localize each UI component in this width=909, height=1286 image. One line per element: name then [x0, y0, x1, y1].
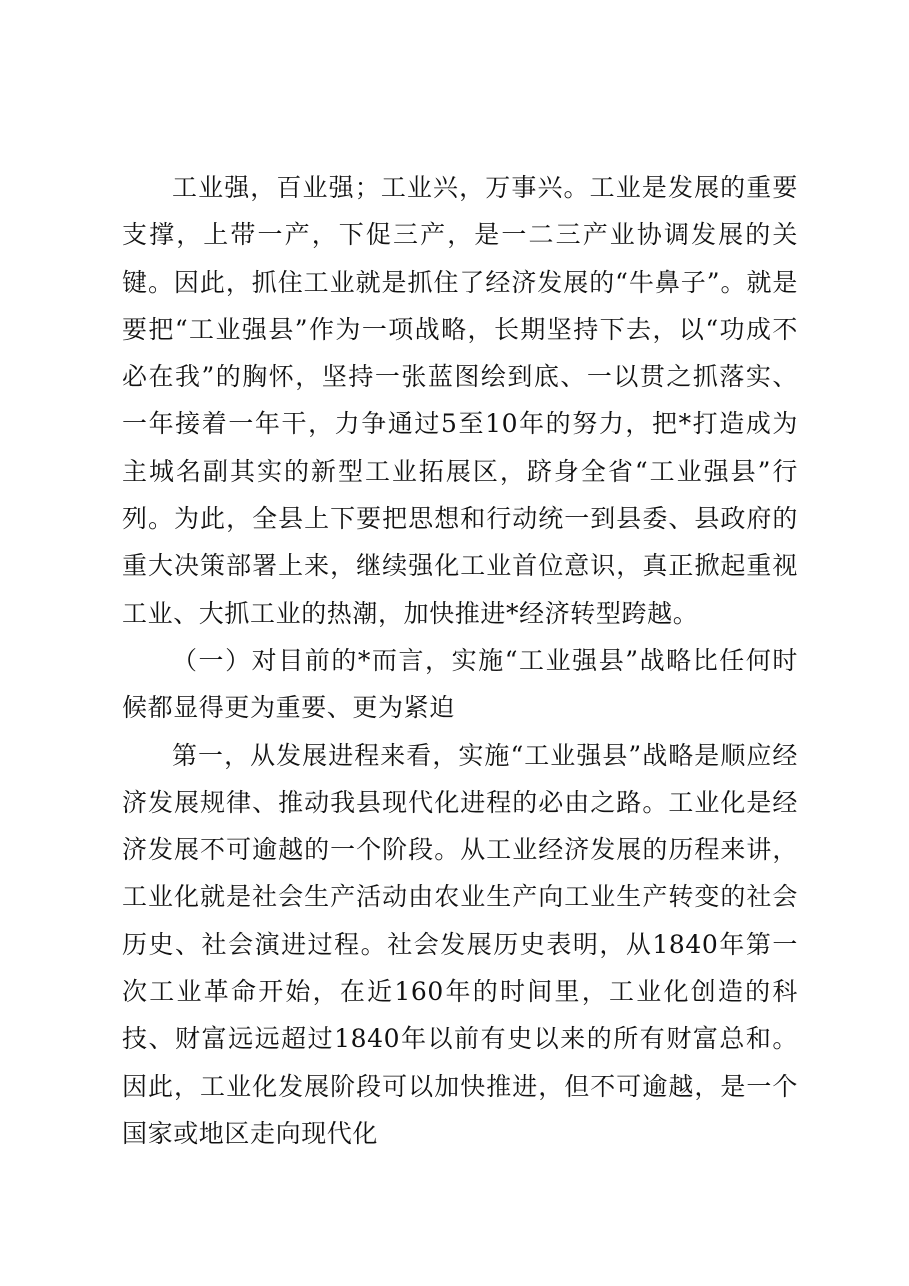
document-body [122, 164, 798, 1157]
paragraph-first-point: 第一，从发展进程来看，实施“工业强县”战略是顺应经济发展规律、推动我县现代化进程的必由之路。工业化是经济发展不可逾越的一个阶段。从工业经济发展的历程来讲，工业化就是社会生产活动由农业生产向工业生产转变的社会历史、社会演进过程。社会发展历史表明，从1840年第一次工业革命开始，在近160年的时间里，工业化创造的科技、财富远远超过1840年以前有史以来的所有财富总和。因此，工业化发展阶段可以加快推进，但不可逾越，是一个国家或地区走向现代化 [122, 740, 798, 1148]
section-heading: （一）对目前的*而言，实施“工业强县”战略比任何时候都显得更为重要、更为紧迫 [122, 645, 798, 723]
paragraph-intro: 工业强，百业强；工业兴，万事兴。工业是发展的重要支撑，上带一产，下促三产，是一二三产业协调发展的关键。因此，抓住工业就是抓住了经济发展的“牛鼻子”。就是要把“工业强县”作为一项战略，长期坚持下去，以“功成不必在我”的胸怀，坚持一张蓝图绘到底、一以贯之抓落实、一年接着一年干，力争通过5至10年的努力，把*打造成为主城名副其实的新型工业拓展区，跻身全省“工业强县”行列。为此，全县上下要把思想和行动统一到县委、县政府的重大决策部署上来，继续强化工业首位意识，真正掀起重视工业、大抓工业的热潮，加快推进*经济转型跨越。 [122, 173, 798, 628]
